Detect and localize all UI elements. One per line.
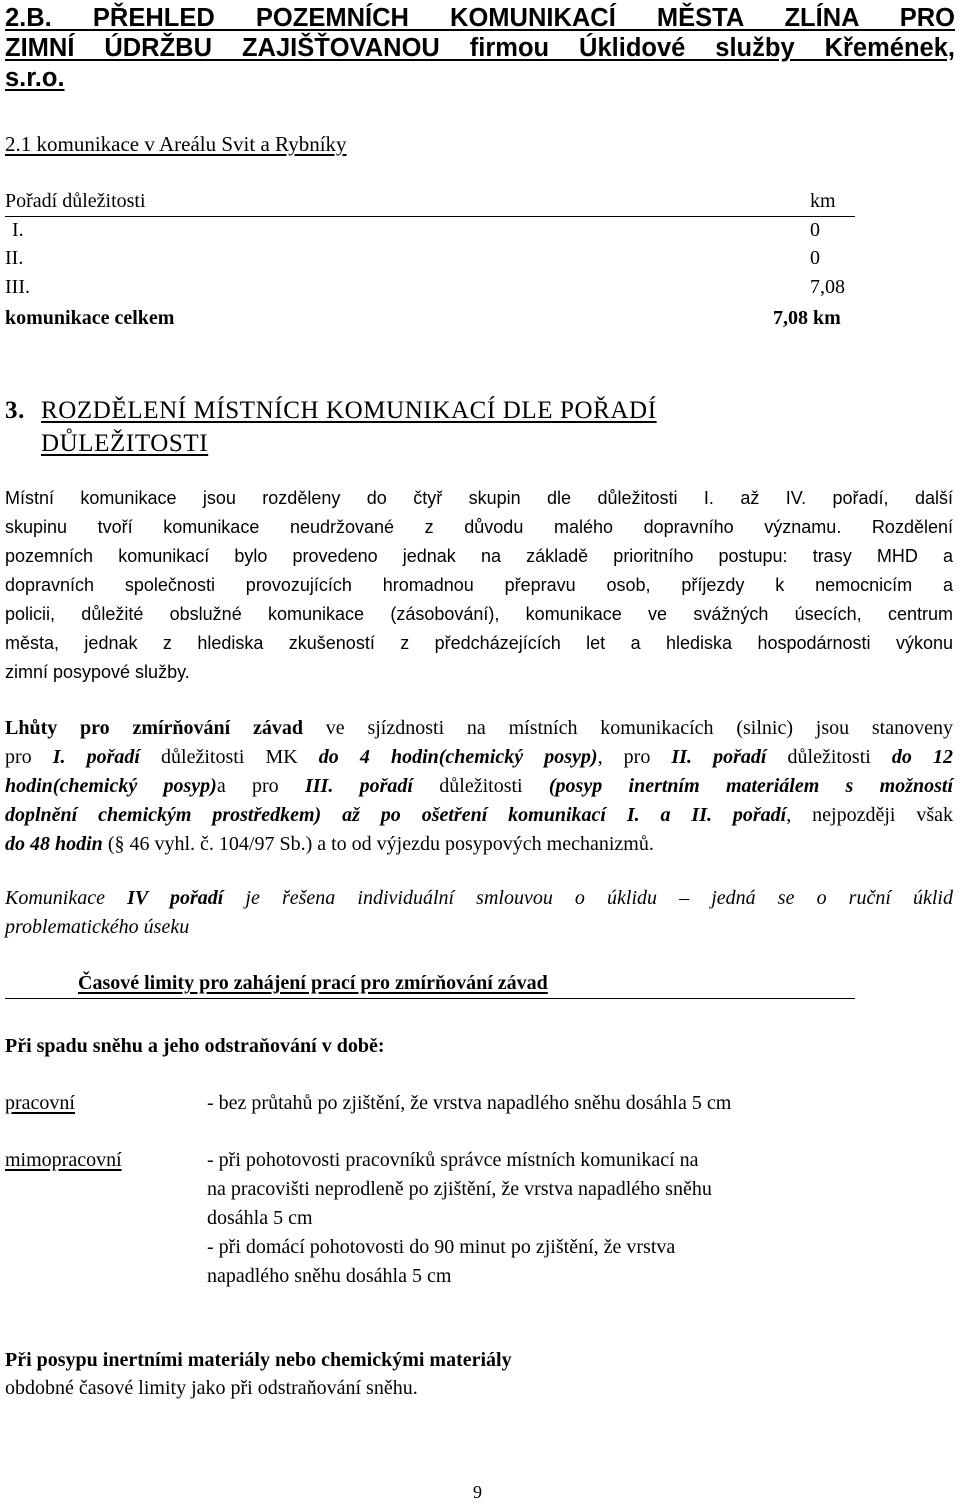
table-total-label: komunikace celkem <box>5 307 175 329</box>
table-header-km: km <box>810 190 836 212</box>
section-heading-2b <box>5 3 955 93</box>
text: Komunikace <box>5 887 128 909</box>
text: pro <box>5 746 53 768</box>
paragraph-line <box>5 830 953 859</box>
paragraph-line <box>5 801 953 830</box>
table-header-rule <box>5 216 855 217</box>
text-line: - při domácí pohotovosti do 90 minut po zjištění, že vrstva <box>207 1236 676 1258</box>
working-day-label: pracovní <box>5 1092 75 1114</box>
text: důležitosti <box>412 775 549 797</box>
text: a pro <box>216 775 305 797</box>
text: , nejpozději však <box>786 804 953 826</box>
table-row-label: I. <box>12 219 24 241</box>
emphasis: Lhůty pro zmírňování závad <box>5 717 304 739</box>
paragraph-line: policii, důležité obslužné komunikace (zásobování), komunikace ve svážných úsecích, centrum <box>5 604 953 624</box>
text-line: napadlého sněhu dosáhla 5 cm <box>207 1265 452 1287</box>
text-line: - při pohotovosti pracovníků správce místních komunikací na <box>207 1149 699 1171</box>
paragraph-line: pozemních komunikací bylo provedeno jednak na základě prioritního postupu: trasy MHD a <box>5 546 953 566</box>
non-working-label: mimopracovní <box>5 1149 122 1171</box>
heading-line-2: DŮLEŽITOSTI <box>41 430 209 457</box>
emphasis: do 4 hodin(chemický posyp) <box>318 746 598 768</box>
table-row-value: 0 <box>810 247 820 269</box>
subheading-2-1: 2.1 komunikace v Areálu Svit a Rybníky <box>5 132 347 156</box>
heading-line-1: 2.B. PŘEHLED POZEMNÍCH KOMUNIKACÍ MĚSTA ZLÍNA PRO <box>5 4 955 32</box>
page-number: 9 <box>473 1482 482 1502</box>
emphasis: doplnění chemickým prostředkem) až po ošetření komunikací I. a II. pořadí <box>5 804 787 826</box>
section-heading-3 <box>5 394 657 460</box>
paragraph-classification <box>5 484 953 687</box>
table-row-value: 7,08 <box>810 276 845 298</box>
text: (§ 46 vyhl. č. 104/97 Sb.) a to od výjezdu posypových mechanizmů. <box>102 833 654 855</box>
emphasis: hodin(chemický posyp) <box>5 775 217 797</box>
emphasis: do 48 hodin <box>5 833 103 855</box>
paragraph-line: Místní komunikace jsou rozděleny do čtyř skupin dle důležitosti I. až IV. pořadí, další <box>5 488 953 508</box>
heading-line-3: s.r.o. <box>5 64 65 92</box>
text: , pro <box>597 746 672 768</box>
gritting-text: obdobné časové limity jako při odstraňování sněhu. <box>5 1377 418 1399</box>
emphasis: III. pořadí <box>304 775 413 797</box>
paragraph-line <box>5 772 953 801</box>
paragraph-time-limits <box>5 714 953 859</box>
time-limits-heading: Časové limity pro zahájení prací pro zmírňování závad <box>78 972 548 994</box>
paragraph-line: města, jednak z hlediska zkušeností z předcházejících let a hlediska hospodárnosti výkonu <box>5 633 953 653</box>
paragraph-line: problematického úseku <box>5 916 190 938</box>
paragraph-line: zimní posypové služby. <box>5 662 190 682</box>
table-row-value: 0 <box>810 219 820 241</box>
heading-line-1: ROZDĚLENÍ MÍSTNÍCH KOMUNIKACÍ DLE POŘADÍ <box>41 397 657 424</box>
table-total-value: 7,08 km <box>773 307 841 329</box>
text-line: na pracovišti neprodleně po zjištění, že vrstva napadlého sněhu <box>207 1178 712 1200</box>
paragraph-line <box>5 743 953 772</box>
time-limits-rule <box>5 998 855 999</box>
paragraph-line: skupinu tvoří komunikace neudržované z důvodu malého dopravního významu. Rozdělení <box>5 517 953 537</box>
text: důležitosti MK <box>139 746 319 768</box>
heading-number: 3. <box>5 397 25 424</box>
text-line: dosáhla 5 cm <box>207 1207 313 1229</box>
emphasis: IV pořadí <box>127 887 224 909</box>
working-day-text: - bez průtahů po zjištění, že vrstva napadlého sněhu dosáhla 5 cm <box>207 1092 732 1114</box>
table-row-label: II. <box>5 247 24 269</box>
table-header-order: Pořadí důležitosti <box>5 190 146 212</box>
text: důležitosti <box>766 746 892 768</box>
gritting-heading: Při posypu inertními materiály nebo chemickými materiály <box>5 1349 512 1371</box>
non-working-text <box>207 1146 712 1291</box>
heading-line-2: ZIMNÍ ÚDRŽBU ZAJIŠŤOVANOU firmou Úklidové služby Křemének, <box>5 34 955 62</box>
snow-removal-heading: Při spadu sněhu a jeho odstraňování v době: <box>5 1035 385 1057</box>
emphasis: (posyp inertním materiálem s možností <box>548 775 953 797</box>
paragraph-line <box>5 714 953 743</box>
paragraph-line <box>5 884 953 913</box>
emphasis: II. pořadí <box>671 746 767 768</box>
emphasis: do 12 <box>891 746 954 768</box>
paragraph-category-iv <box>5 884 953 942</box>
text: ve sjízdnosti na místních komunikacích (silnic) jsou stanoveny <box>303 717 953 739</box>
text: je řešena individuální smlouvou o úklidu – jedná se o ruční úklid <box>223 887 953 909</box>
emphasis: I. pořadí <box>52 746 140 768</box>
table-row-label: III. <box>5 276 30 298</box>
paragraph-line: dopravních společnosti provozujících hromadnou přepravu osob, příjezdy k nemocnicím a <box>5 575 953 595</box>
